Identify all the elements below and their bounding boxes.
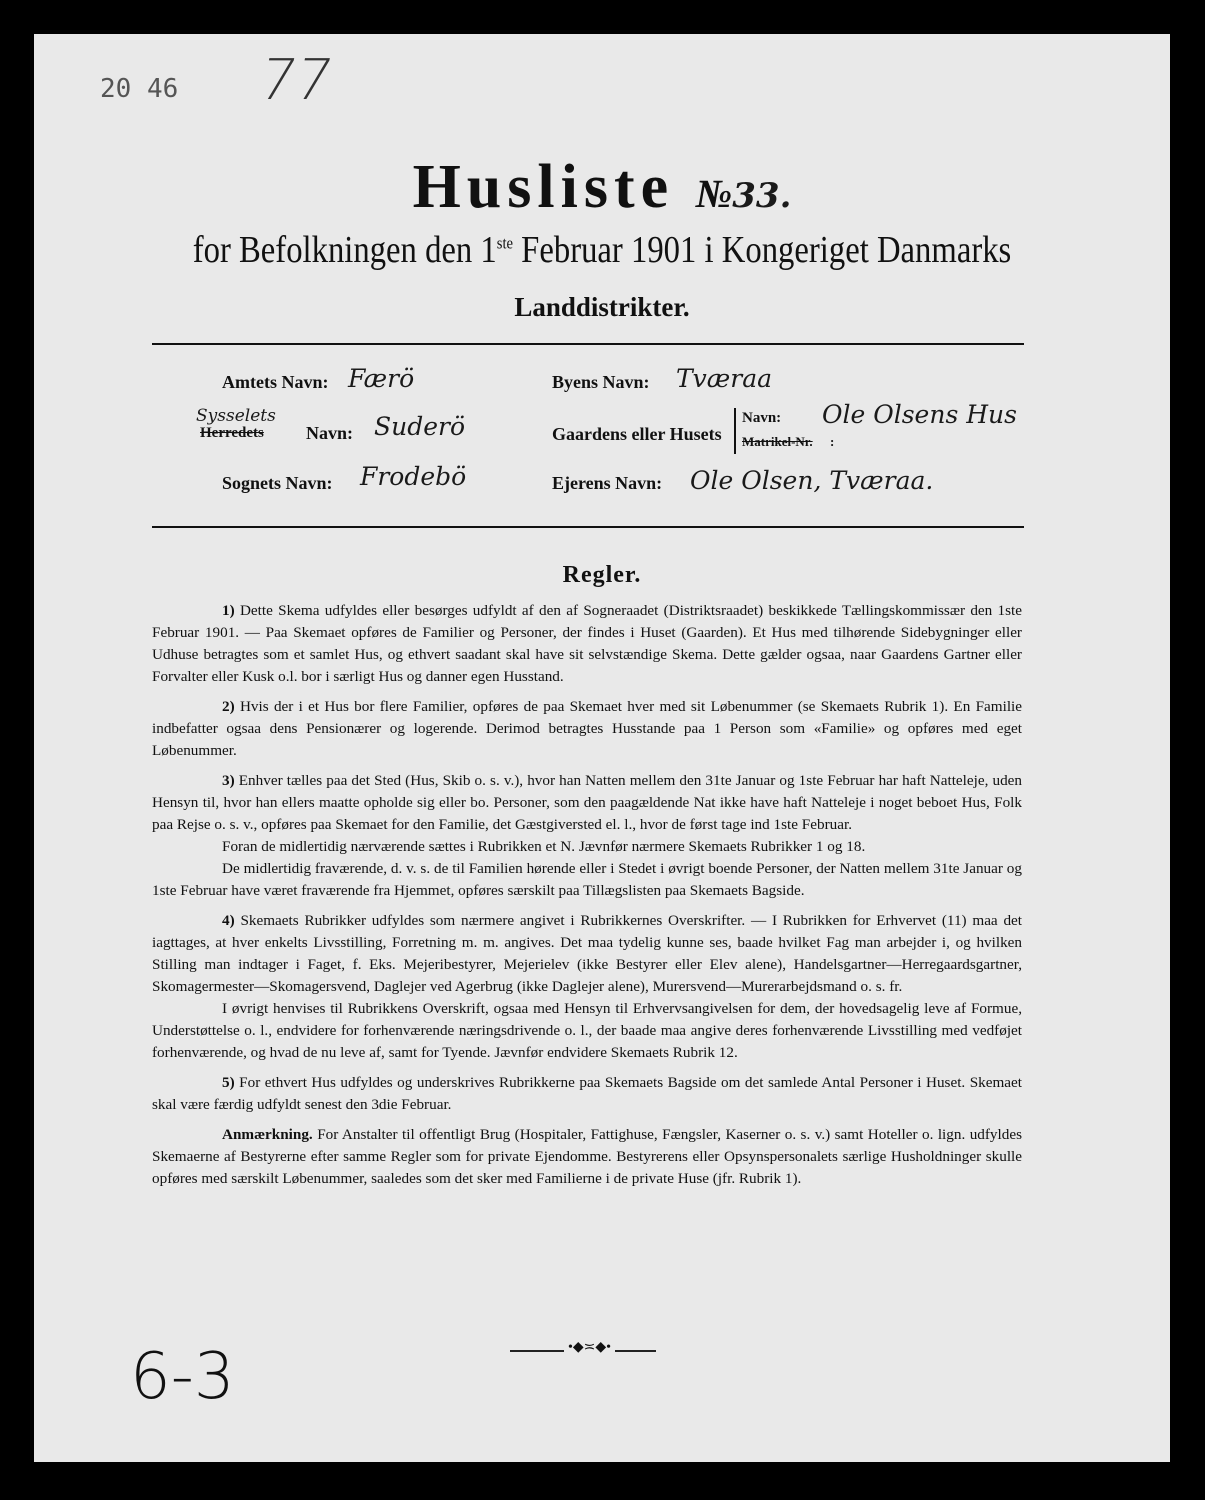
amt-label: Amtets Navn: <box>222 372 329 392</box>
pencil-note-top: 20 46 <box>100 74 179 104</box>
rule-3-cont-b: De midlertidig fraværende, d. v. s. de til Familien hørende eller i Stedet i øvrigt boende Personer, der Natten mellem 31te Januar og 1ste Februar have været fraværende fra Hjemmet, opføres særskilt paa Tillægslisten paa Skemaets Bagside. <box>152 860 1022 899</box>
ink-note-bottom: 6-3 <box>130 1340 235 1414</box>
gaard-label: Gaardens eller Husets <box>552 424 722 444</box>
syssel-handwritten: Sysselets <box>196 406 276 426</box>
sogn-value: Frodebö <box>360 462 467 491</box>
syssel-value: Suderö <box>374 412 466 441</box>
rule-2: 2) Hvis der i et Hus bor flere Familier, opføres de paa Skemaet hver med sit Løbenummer (se Skemaets Rubrik 1). En Familie indbefatter ogsaa dens Pensionærer og logerende. Derimod betragtes Husstande paa 1 Person som «Familie» og opføres med eget Løbenummer. <box>152 698 1022 759</box>
brace-line <box>734 408 736 454</box>
number-label: № <box>695 171 733 216</box>
divider-mid <box>152 526 1024 528</box>
amt-value: Færö <box>348 364 415 393</box>
title-text: Husliste <box>412 153 675 221</box>
form-number: 33. <box>732 176 792 216</box>
district-heading: Landdistrikter. <box>514 292 690 322</box>
rules-text <box>152 600 1022 1198</box>
sogn-label: Sognets Navn: <box>222 473 333 493</box>
navn-label: Navn: <box>742 410 782 426</box>
rule-note: Anmærkning. For Anstalter til offentligt Brug (Hospitaler, Fattighuse, Fængsler, Kaserner o. s. v.) samt Hoteller o. lign. udfyldes Skemaerne af Bestyrerne efter samme Regler som for private Ejendomme. Bestyrerens eller Opsynspersonalets særlige Husholdninger skulle opføres med særskilt Løbenummer, saaledes som det sker med Familierne i de private Huse (jfr. Rubrik 1). <box>152 1126 1022 1187</box>
syssel-label: Navn: <box>306 423 354 443</box>
rule-3: 3) Enhver tælles paa det Sted (Hus, Skib o. s. v.), hvor han Natten mellem den 31te Januar og 1ste Februar har haft Natteleje, uden Hensyn til, hvor han ellers maatte opholde sig eller bo. Personer, som den paagældende Nat ikke have haft Natteleje i noget beboet Hus, Folk paa Rejse o. s. v., opføres paa Skemaet for den Familie, det Gæstgiversted el. l., hvor de først tage ind 1ste Februar. <box>152 772 1023 833</box>
matrikel-colon: : <box>830 434 835 449</box>
herred-struck: Herredets <box>200 425 264 441</box>
census-form-page <box>34 34 1170 1462</box>
ejer-value: Ole Olsen, Tværaa. <box>690 466 934 495</box>
rule-3-cont-a: Foran de midlertidig nærværende sættes i Rubrikken et N. Jævnfør nærmere Skemaets Rubrikker 1 og 18. <box>222 838 866 855</box>
rule-1: 1) Dette Skema udfyldes eller besørges udfyldt af den af Sogneraadet (Distriktsraadet) beskikkede Tællingskommissær den 1ste Februar 1901. — Paa Skemaet opføres de Familier og Personer, der findes i Huset (Gaarden). Et Hus med tilhørende Sidebygninger eller Udhuse betragtes som et samlet Hus, og ethvert saadant skal have sit selvstændige Skema. Dette gælder ogsaa, naar Gaardens Gartner eller Forvalter eller Kusk o.l. bor i særligt Hus og danner egen Husstand. <box>152 602 1022 685</box>
rule-5: 5) For ethvert Hus udfyldes og underskrives Rubrikkerne paa Skemaets Bagside om det samlede Antal Personer i Huset. Skemaet skal være færdig udfyldt senest den 3die Februar. <box>152 1074 1022 1113</box>
form-title <box>34 152 1170 223</box>
gaard-name-value: Ole Olsens Hus <box>822 400 1017 429</box>
by-value: Tværaa <box>676 364 773 393</box>
matrikel-struck: Matrikel-Nr. <box>742 434 813 449</box>
rules-heading: Regler. <box>562 562 642 588</box>
divider-top <box>152 343 1024 345</box>
rule-4-cont: I øvrigt henvises til Rubrikkens Overskrift, ogsaa med Hensyn til Erhvervsangivelsen for dem, der hovedsagelig leve af Formue, Understøttelse o. l., endvidere for forhenværende næringsdrivende o. l., der baade maa angive deres forhenværende Livsstilling med vedføjet forhenværende, og hvad de nu leve af, samt for Tyende. Jævnfør endvidere Skemaets Rubrik 12. <box>152 1000 1022 1061</box>
rule-4: 4) Skemaets Rubrikker udfyldes som nærmere angivet i Rubrikkernes Overskrifter. — I Rubrikken for Erhvervet (11) maa det iagttages, at hver enkelts Livsstilling, Forretning m. m. angives. Det maa tydelig kunne ses, baade hvilket Fag man arbejder i, og hvilken Stilling man indtager i Faget, f. Eks. Mejeribestyrer, Mejerielev (ikke Bestyrer eller Elev alene), Handelsgartner—Herregaardsgartner, Skomagermester—Skomagersvend, Daglejer ved Agerbrug (ikke Daglejer alene), Murersvend—Murerarbejdsmand o. s. fr. <box>152 912 1023 995</box>
ejer-label: Ejerens Navn: <box>552 473 663 493</box>
ornament: •◆≍◆• <box>564 1339 615 1356</box>
form-subtitle: for Befolkningen den 1ste Februar 1901 i Kongeriget Danmarks <box>192 229 1012 271</box>
ink-note-top: 77 <box>253 48 339 113</box>
by-label: Byens Navn: <box>552 372 650 392</box>
